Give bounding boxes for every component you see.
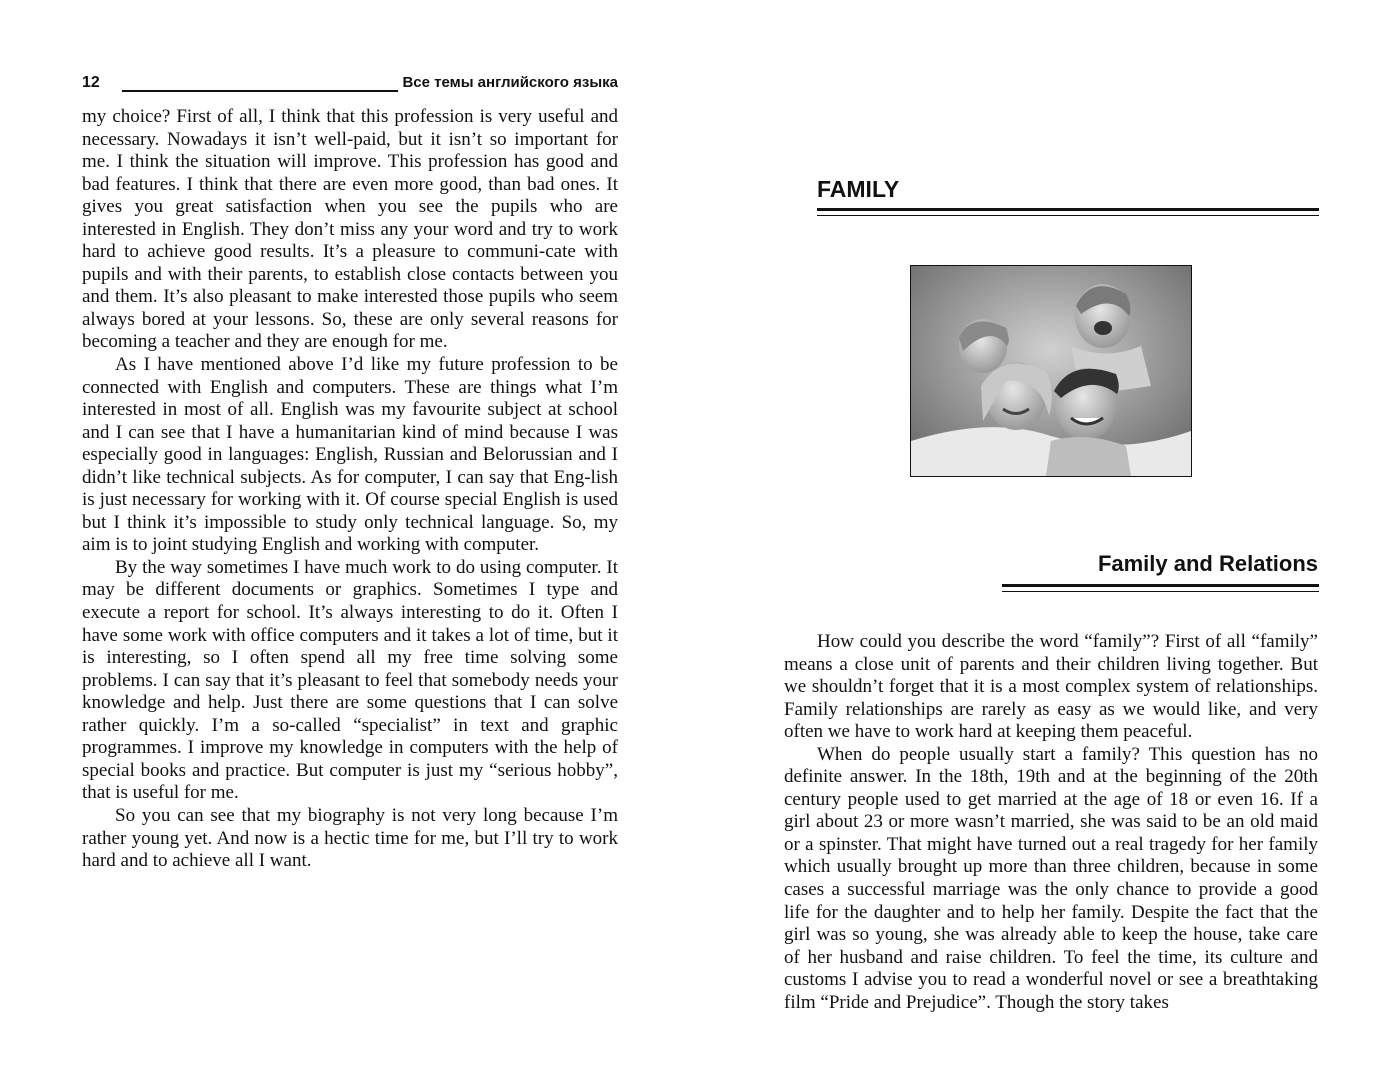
chapter-title: FAMILY: [817, 176, 900, 202]
family-photo: [910, 265, 1192, 477]
right-body-text: [784, 631, 1318, 1014]
paragraph: As I have mentioned above I’d like my future profession to be connected with English and computers. These are things what I’m interested in most of all. English was my favourite subject at school and I can see that I have a humanitarian kind of mind because I was especially good in languages: English, Russian and Belorussian and I didn’t like technical subjects. As for computer, I can say that Eng-lish is just necessary for working with it. Of course special English is used but I think it’s impossible to study only technical language. So, my aim is to joint studying English and working with computer.: [82, 354, 618, 556]
section-title: Family and Relations: [1097, 551, 1318, 576]
paragraph: By the way sometimes I have much work to do using computer. It may be different documents or graphics. Sometimes I type and execute a report for school. It’s always interesting to do it. Often I have some work with office computers and it takes a lot of time, but it is interesting, so I often spend all my free time solving some problems. I can say that it’s pleasant to feel that somebody needs your knowledge and help. Just there are some questions that I can solve rather quickly. I’m a so-called “specialist” in text and graphic programmes. I improve my knowledge in computers with the help of special books and practice. But computer is just my “serious hobby”, that is useful for me.: [82, 556, 618, 804]
paragraph: When do people usually start a family? This question has no definite answer. In the 18th, 19th and at the beginning of the 20th century people used to get married at the age of 18 or even 16. If a girl about 23 or more wasn’t married, she was said to be an old maid or a spinster. That might have turned out a real tragedy for her family which usually brought up more than three children, because in some cases a successful marriage was the only chance to provide a good life for the daughter and to help her family. Despite the fact that the girl was so young, she was already able to keep the house, take care of her husband and raise children. To feel the time, its culture and customs I advise you to read a wonderful novel or see a breathtaking film “Pride and Prejudice”. Though the story takes: [784, 743, 1318, 1013]
running-head: [82, 73, 618, 97]
paragraph: my choice? First of all, I think that this profession is very useful and necessary. Nowadays it isn’t well-paid, but it isn’t so important for me. I think the situation will improve. This profession has good and bad features. I think that there are even more good, than bad ones. It gives you great satisfaction when you see the pupils who are interested in English. They don’t miss any your word and try to work hard to achieve good results. It’s a pleasure to communi-cate with pupils and with their parents, to establish close contacts between you and them. It’s also pleasant to make interested those pupils who seem always bored at your lessons. So, these are only several reasons for becoming a teacher and they are enough for me.: [82, 106, 618, 353]
paragraph: So you can see that my biography is not very long because I’m rather young yet. And now is a hectic time for me, but I’ll try to work hard and to achieve all I want.: [82, 804, 618, 872]
family-photo-illustration: [911, 266, 1191, 476]
paragraph: How could you describe the word “family”? First of all “family” means a close unit of parents and their children living together. But we shouldn’t forget that it is a most complex system of relationships. Family relationships are rarely as easy as we would like, and very often we have to work hard at keeping them peaceful.: [784, 631, 1318, 743]
page-number: 12: [82, 74, 100, 91]
left-body-text: [82, 106, 618, 873]
section-rule: [1002, 584, 1319, 592]
running-title: Все темы английского языка: [398, 73, 618, 93]
right-page: [700, 0, 1400, 1090]
chapter-rule: [817, 208, 1319, 216]
